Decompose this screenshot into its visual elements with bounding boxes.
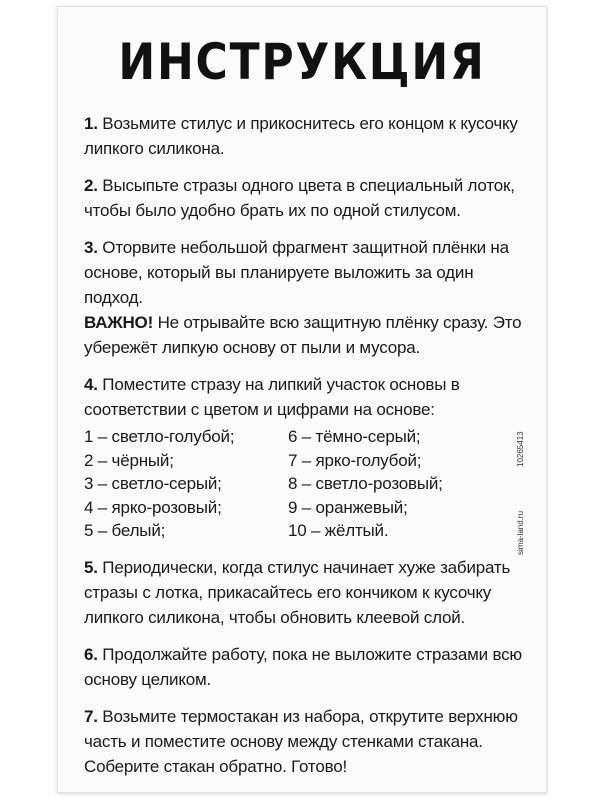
- step-number: 4.: [84, 375, 98, 394]
- step-text: Оторвите небольшой фрагмент защитной плёнки на основе, который вы планируете выложить за один подход.: [84, 238, 509, 307]
- step-6: [84, 642, 524, 692]
- color-entry-1: 1 – светло-голубой;: [84, 427, 235, 446]
- important-label: ВАЖНО!: [84, 313, 154, 332]
- color-entry-7: 7 – ярко-голубой;: [288, 450, 422, 470]
- step-number: 3.: [84, 238, 98, 257]
- step-text: Поместите стразу на липкий участок основы в соответствии с цветом и цифрами на основе:: [84, 375, 460, 419]
- step-text: Возьмите стилус и прикоснитесь его концом к кусочку липкого силикона.: [84, 114, 518, 158]
- step-5-paragraph: [84, 555, 524, 630]
- color-entry-10: 10 – жёлтый.: [288, 521, 389, 540]
- step-3-paragraph: [84, 235, 524, 310]
- step-text: Периодически, когда стилус начинает хуже забирать стразы с лотка, прикасайтесь его кончиком к кусочку липкого силикона, чтобы обновить клеевой слой.: [84, 557, 511, 627]
- color-entry-6: 6 – тёмно-серый;: [288, 427, 421, 446]
- instruction-card: [57, 6, 547, 793]
- color-legend: [84, 425, 524, 543]
- step-text: Высыпьте стразы одного цвета в специальный лоток, чтобы было удобно брать их по одной стилусом.: [84, 176, 515, 220]
- article-code: 10265413: [516, 431, 525, 467]
- step-2-paragraph: [84, 173, 524, 223]
- step-4-paragraph: [84, 372, 524, 422]
- card-title: ИНСТРУКЦИЯ: [118, 33, 486, 91]
- step-number: 7.: [84, 706, 98, 726]
- important-text: Не отрывайте всю защитную плёнку сразу. Это убережёт липкую основу от пыли и мусора.: [84, 313, 522, 357]
- step-number: 5.: [84, 557, 98, 577]
- color-entry-5: 5 – белый;: [84, 521, 166, 540]
- step-number: 2.: [84, 176, 98, 195]
- step-1: [84, 111, 524, 161]
- step-text: Возьмите термостакан из набора, открутите верхнюю часть и поместите основу между стенками стакана. Соберите стакан обратно. Готово!: [84, 706, 518, 776]
- step-text: Продолжайте работу, пока не выложите стразами всю основу целиком.: [84, 644, 522, 689]
- step-5: [84, 555, 524, 630]
- instruction-body: [84, 111, 524, 791]
- side-vertical-text: [516, 377, 530, 555]
- important-note: [84, 310, 524, 360]
- color-entry-9: 9 – оранжевый;: [288, 497, 408, 517]
- site-name: sima-land.ru: [516, 510, 525, 555]
- step-7-paragraph: [84, 704, 524, 779]
- color-entry-8: 8 – светло-розовый;: [288, 474, 443, 493]
- step-4: [84, 372, 524, 543]
- step-6-paragraph: [84, 642, 524, 692]
- step-2: [84, 173, 524, 223]
- step-number: 1.: [84, 114, 98, 133]
- step-3: [84, 235, 524, 360]
- color-entry-2: 2 – чёрный;: [84, 450, 174, 470]
- color-entry-4: 4 – ярко-розовый;: [84, 497, 222, 517]
- step-number: 6.: [84, 644, 98, 664]
- step-1-paragraph: [84, 111, 524, 161]
- step-7: [84, 704, 524, 779]
- color-entry-3: 3 – светло-серый;: [84, 474, 222, 493]
